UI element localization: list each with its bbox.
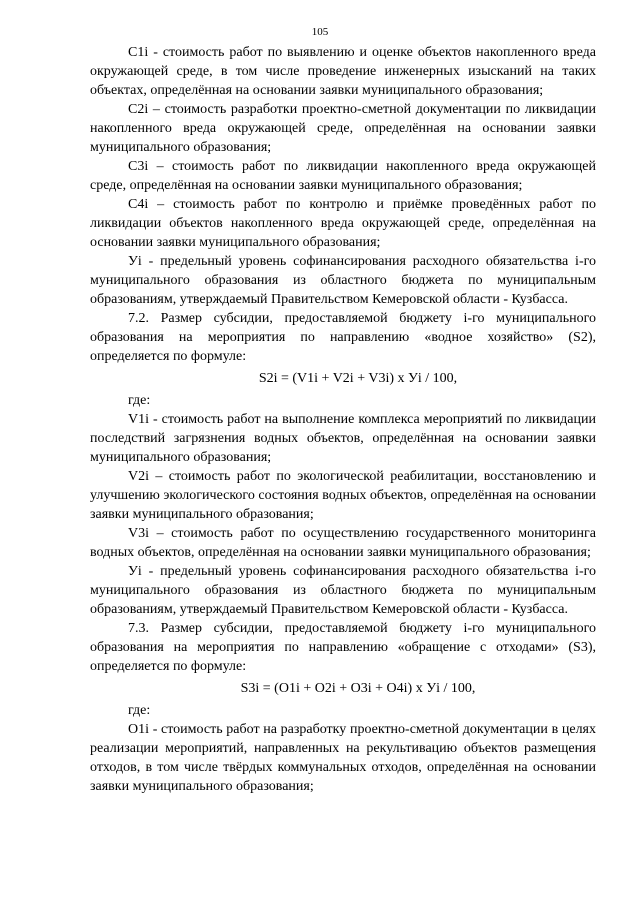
- paragraph-c3-definition: C3i – стоимость работ по ликвидации накопленного вреда окружающей среде, определённая на основании заявки муниципального образования;: [90, 159, 596, 193]
- where-label: где:: [128, 393, 151, 408]
- paragraph-o1-definition: O1i - стоимость работ на разработку проектно-сметной документации в целях реализации мероприятий, направленных на рекультивацию объектов размещения отходов, в том числе твёрдых коммунальных отходов, определённая на основании заявки муниципального образования;: [90, 722, 596, 794]
- paragraph-section-7-2: 7.2. Размер субсидии, предоставляемой бюджету i-го муниципального образования на мероприятия по направлению «водное хозяйство» (S2), определяется по формуле:: [90, 311, 596, 364]
- document-body: [90, 43, 596, 796]
- paragraph-yi-definition: Уi - предельный уровень софинансирования расходного обязательства i-го муниципального образования из областного бюджета по муниципальным образованиям, утверждаемый Правительством Кемеровской области - Кузбасса.: [90, 254, 596, 307]
- paragraph-c2-definition: C2i – стоимость разработки проектно-сметной документации по ликвидации накопленного вреда окружающей среде, определённая на основании заявки муниципального образования;: [90, 102, 596, 155]
- formula-s2: S2i = (V1i + V2i + V3i) х Уi / 100,: [258, 371, 458, 386]
- formula-s3: S3i = (O1i + O2i + O3i + O4i) х Уi / 100,: [240, 681, 476, 696]
- paragraph-c1-definition: C1i - стоимость работ по выявлению и оценке объектов накопленного вреда окружающей среде, в том числе проведение инженерных изысканий на таких объектах, определённая на основании заявки муниципального образования;: [90, 45, 596, 98]
- paragraph-c4-definition: C4i – стоимость работ по контролю и приёмке проведённых работ по ликвидации объектов накопленного вреда окружающей среде, определённая на основании заявки муниципального образования;: [90, 197, 596, 250]
- where-label: где:: [128, 703, 151, 718]
- paragraph-v3-definition: V3i – стоимость работ по осуществлению государственного мониторинга водных объектов, определённая на основании заявки муниципального образования;: [90, 526, 596, 560]
- paragraph-v2-definition: V2i – стоимость работ по экологической реабилитации, восстановлению и улучшению экологического состояния водных объектов, определённая на основании заявки муниципального образования;: [90, 469, 596, 522]
- paragraph-yi-definition: Уi - предельный уровень софинансирования расходного обязательства i-го муниципального образования из областного бюджета по муниципальным образованиям, утверждаемый Правительством Кемеровской области - Кузбасса.: [90, 564, 596, 617]
- paragraph-v1-definition: V1i - стоимость работ на выполнение комплекса мероприятий по ликвидации последствий загрязнения водных объектов, определённая на основании заявки муниципального образования;: [90, 412, 596, 465]
- paragraph-section-7-3: 7.3. Размер субсидии, предоставляемой бюджету i-го муниципального образования на мероприятия по направлению «обращение с отходами» (S3), определяется по формуле:: [90, 621, 596, 674]
- page-number: 105: [311, 26, 329, 38]
